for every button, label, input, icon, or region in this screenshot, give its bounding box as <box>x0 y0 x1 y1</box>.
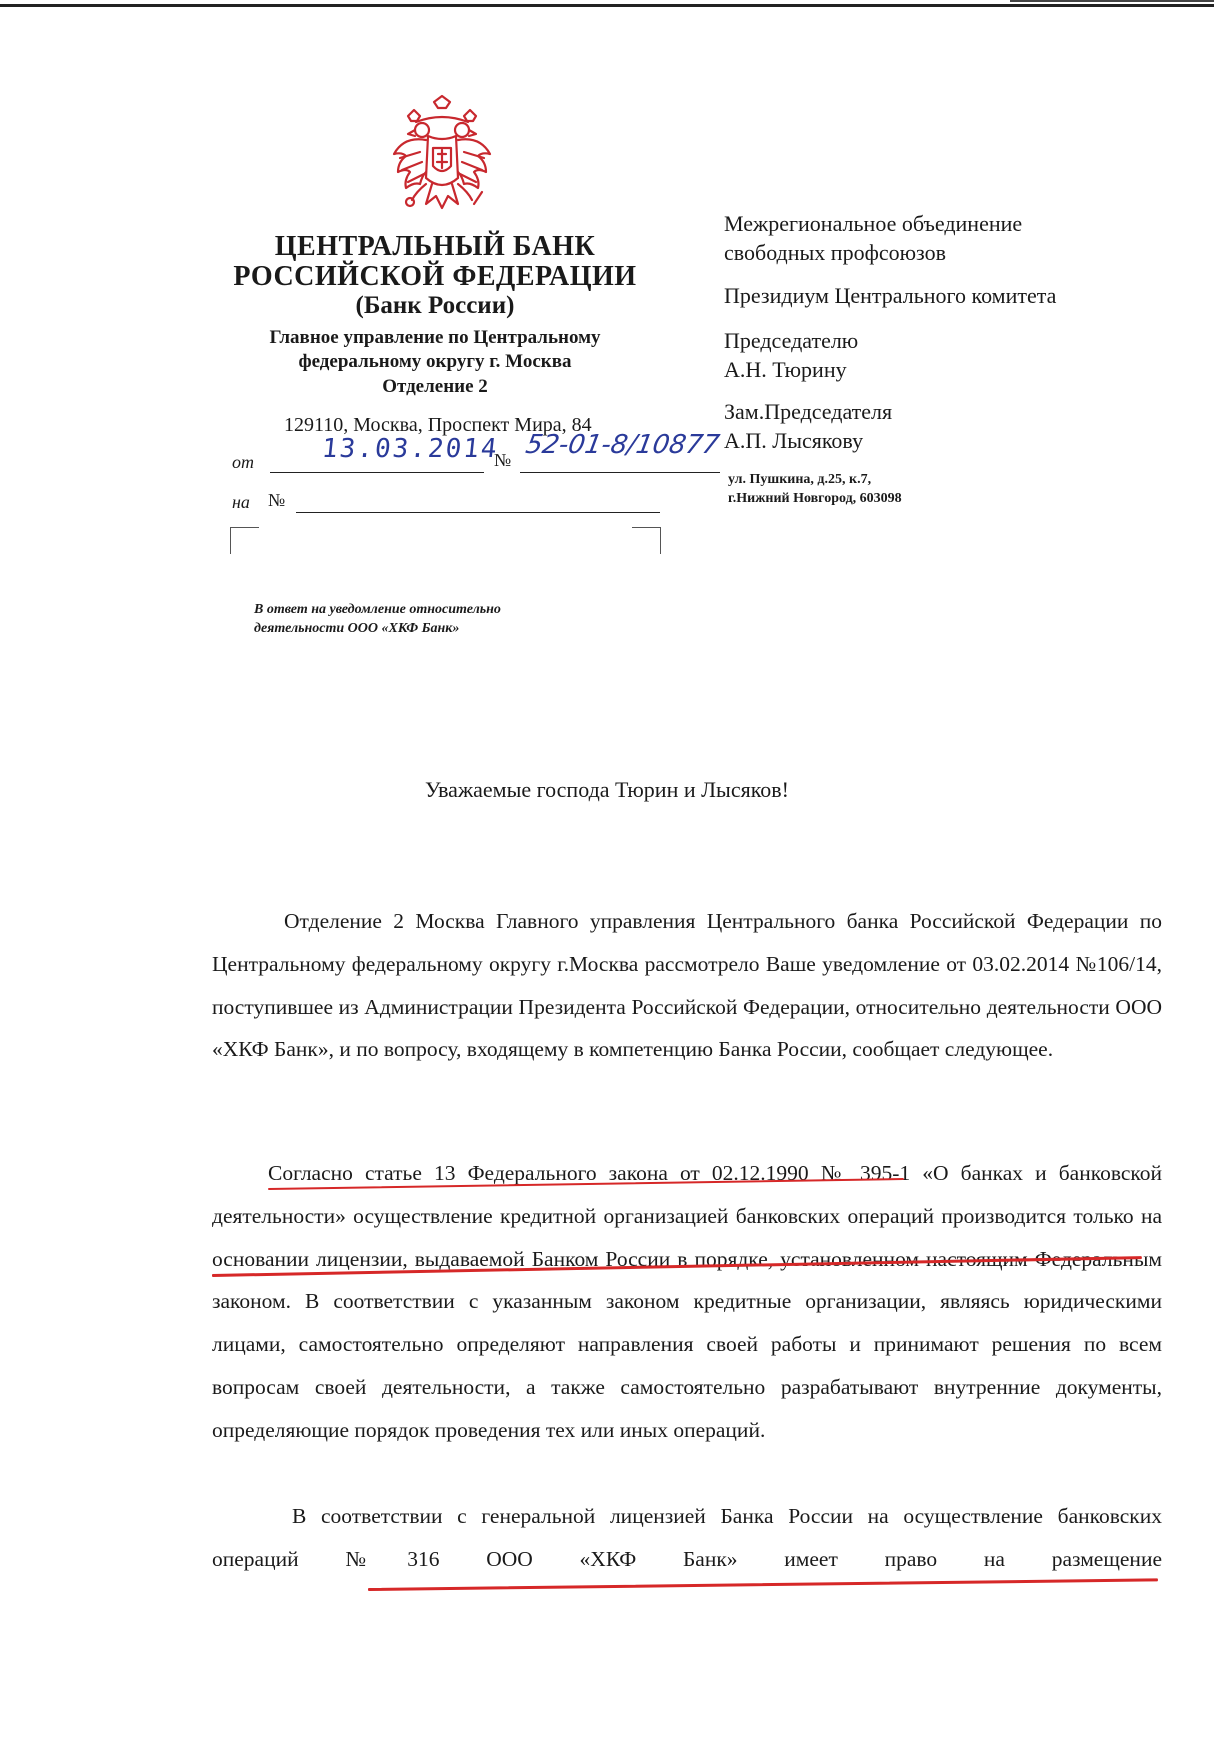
address-window-corner-right <box>632 527 661 554</box>
scan-top-edge-fragment <box>1010 0 1214 2</box>
department-line1: Главное управление по Центральному <box>269 327 601 348</box>
handwritten-date: 13.03.2014 <box>320 434 501 464</box>
body-paragraph-1: Отделение 2 Москва Главного управления Центрального банка Российской Федерации по Центральному федеральному округу г.Москва рассмотрело Ваше уведомление от 03.02.2014 №106/14, поступившее из Администрации Президента Российской Федерации, относительно деятельности ООО «ХКФ Банк», и по вопросу, входящему в компетенцию Банка России, сообщает следующее. <box>212 909 1162 1062</box>
recipient-org-line1: Межрегиональное объединение <box>724 211 1023 236</box>
addressee1-name: А.Н. Тюрину <box>724 357 847 382</box>
handwritten-number: 52-01-8/10877 <box>523 430 722 460</box>
org-name-line1: ЦЕНТРАЛЬНЫЙ БАНК <box>274 231 596 262</box>
subject-line2: деятельности ООО «ХКФ Банк» <box>254 621 460 636</box>
addressee2-title: Зам.Председателя <box>724 399 893 424</box>
org-name-line3: (Банк России) <box>355 292 515 319</box>
greeting: Уважаемые господа Тюрин и Лысяков! <box>424 777 789 802</box>
addressee2-name: А.П. Лысякову <box>724 428 864 453</box>
department-line3: Отделение 2 <box>382 376 488 397</box>
reply-number-field-line <box>296 512 660 513</box>
date-field-line <box>270 472 484 473</box>
double-headed-eagle-emblem-icon <box>386 92 498 224</box>
reply-to-label: на <box>232 492 250 512</box>
scan-top-edge <box>0 4 1214 7</box>
body-paragraph-2: Согласно статье 13 Федерального закона от 02.12.1990 № 395-1 «О банках и банковской деятельности» осуществление кредитной организацией банковских операций производится только на основании лицензии, выдаваемой Банком России в порядке, установленном настоящим Федеральным законом. В соответствии с указанным законом кредитные организации, являясь юридическими лицами, самостоятельно определяют направления своей работы и принимают решения по всем вопросам своей деятельности, а также самостоятельно разрабатывают внутренние документы, определяющие порядок проведения тех или иных операций. <box>212 1161 1162 1442</box>
number-field-line <box>520 472 720 473</box>
body-paragraph-3: В соответствии с генеральной лицензией Банка России на осуществление банковских операций №316 ООО «ХКФ Банк» имеет право на размещение <box>212 1504 1162 1571</box>
org-name-line2: РОССИЙСКОЙ ФЕДЕРАЦИИ <box>233 261 637 292</box>
recipient-body: Президиум Центрального комитета <box>724 283 1057 308</box>
address-window-corner-left <box>230 527 259 554</box>
date-label: от <box>232 452 254 472</box>
addressee1-title: Председателю <box>724 328 859 353</box>
subject-line <box>254 600 501 638</box>
sender-address: 129110, Москва, Проспект Мира, 84 <box>284 414 592 436</box>
department-line2: федеральному округу г. Москва <box>298 351 572 372</box>
reply-number-label: № <box>268 490 286 510</box>
number-label: № <box>494 450 512 470</box>
recipient-city: г.Нижний Новгород, 603098 <box>728 491 902 506</box>
recipient-org-line2: свободных профсоюзов <box>724 240 946 265</box>
subject-line1: В ответ на уведомление относительно <box>254 602 501 617</box>
recipient-street: ул. Пушкина, д.25, к.7, <box>728 472 872 487</box>
